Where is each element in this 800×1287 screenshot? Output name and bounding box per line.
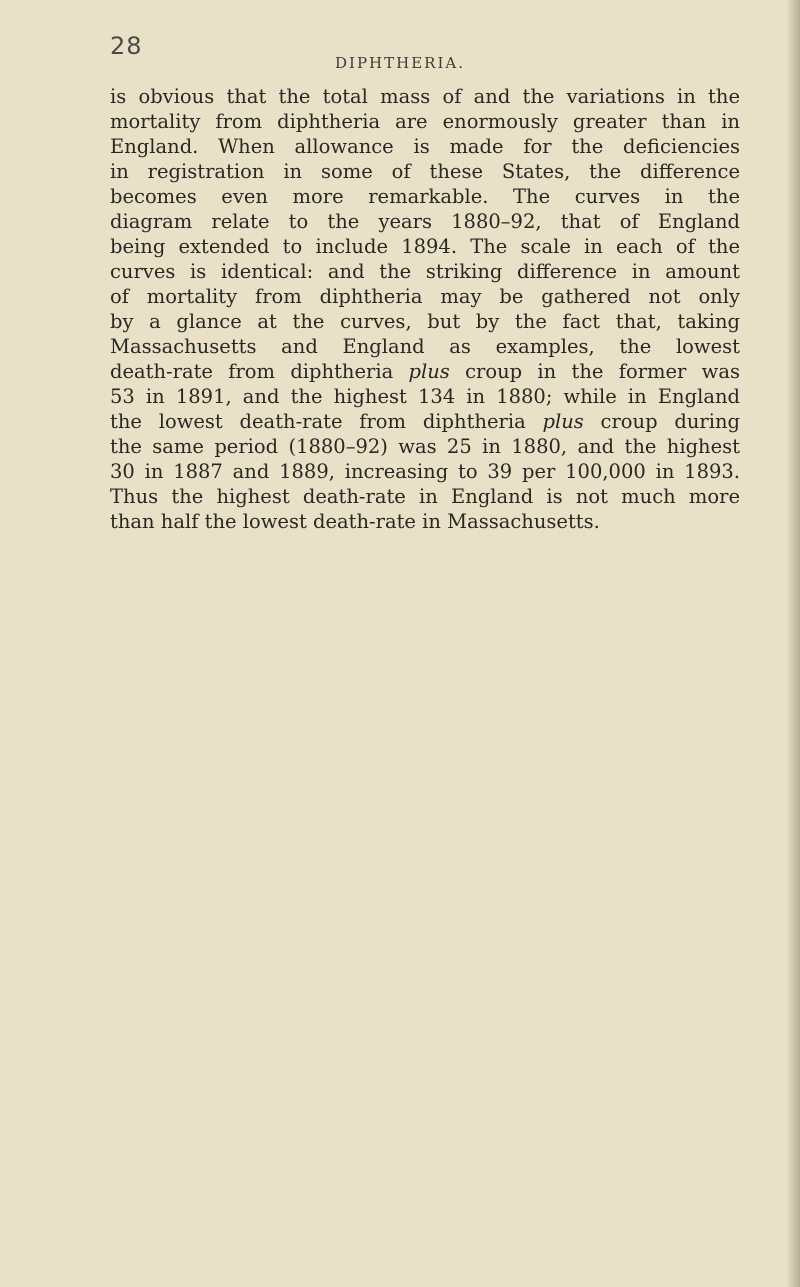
text-line: Thus the highest death-rate in England is not much more — [110, 485, 740, 508]
text-line: of mortality from diphtheria may be gathered not only — [110, 285, 740, 308]
text-line: the same period (1880–92) was 25 in 1880, and the highest — [110, 435, 740, 458]
page-number: 28 — [110, 32, 143, 60]
text-line: 30 in 1887 and 1889, increasing to 39 per 100,000 in 1893. — [110, 460, 740, 483]
text-line: being extended to include 1894. The scale in each of the — [110, 235, 740, 258]
italic-word: plus — [542, 410, 584, 433]
text-line: England. When allowance is made for the deficiencies — [110, 135, 740, 158]
text-line: 53 in 1891, and the highest 134 in 1880; while in England — [110, 385, 740, 408]
text-fragment: croup during — [583, 410, 740, 433]
text-fragment: death-rate from diphtheria — [110, 360, 409, 383]
running-title: DIPHTHERIA. — [335, 54, 465, 72]
text-line: than half the lowest death-rate in Massachusetts. — [110, 510, 600, 533]
text-line: mortality from diphtheria are enormously greater than in — [110, 110, 740, 133]
body-paragraph — [110, 84, 740, 534]
text-line: is obvious that the total mass of and the variations in the — [110, 85, 740, 108]
text-line: becomes even more remarkable. The curves in the — [110, 185, 740, 208]
italic-word: plus — [408, 360, 450, 383]
text-fragment: croup in the former was — [449, 360, 740, 383]
text-line-with-italic — [110, 409, 740, 434]
text-fragment: the lowest death-rate from diphtheria — [110, 410, 543, 433]
text-line-with-italic — [110, 359, 740, 384]
text-line: in registration in some of these States, the difference — [110, 160, 740, 183]
page-edge-shadow — [786, 0, 800, 1287]
text-line: diagram relate to the years 1880–92, that of England — [110, 210, 740, 233]
text-line: Massachusetts and England as examples, the lowest — [110, 335, 740, 358]
text-line: by a glance at the curves, but by the fact that, taking — [110, 310, 740, 333]
text-line: curves is identical: and the striking difference in amount — [110, 260, 740, 283]
